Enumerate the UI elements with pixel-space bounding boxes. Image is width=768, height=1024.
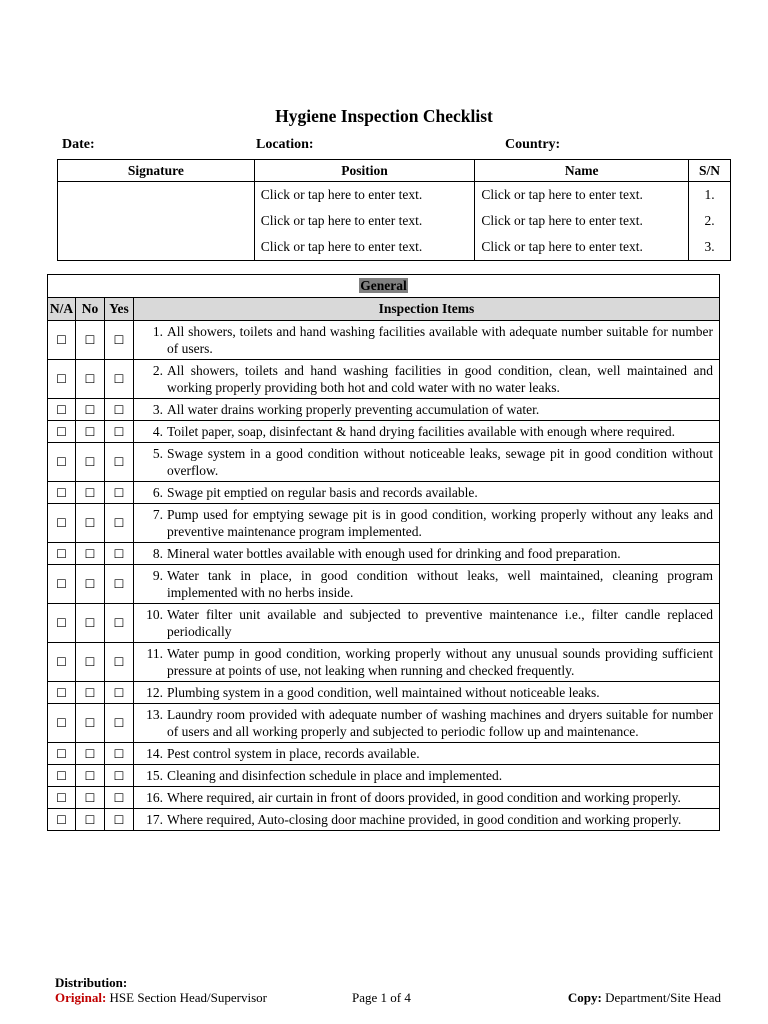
no-checkbox[interactable]: ☐ — [76, 443, 105, 482]
checklist-row — [48, 682, 720, 704]
inspection-item — [134, 543, 720, 565]
checklist-row — [48, 565, 720, 604]
item-number: 11. — [146, 646, 163, 661]
item-number: 9. — [152, 568, 163, 583]
yes-checkbox[interactable]: ☐ — [105, 421, 134, 443]
sn-header: S/N — [689, 160, 731, 182]
inspection-item — [134, 643, 720, 682]
signature-table — [57, 159, 731, 261]
inspection-item — [134, 682, 720, 704]
item-number: 14. — [146, 746, 163, 761]
na-checkbox[interactable]: ☐ — [48, 682, 76, 704]
no-checkbox[interactable]: ☐ — [76, 482, 105, 504]
sn-cell: 3. — [689, 234, 731, 261]
inspection-item — [134, 765, 720, 787]
item-number: 4. — [152, 424, 163, 439]
checklist-row — [48, 787, 720, 809]
item-number: 16. — [146, 790, 163, 805]
na-checkbox[interactable]: ☐ — [48, 421, 76, 443]
inspection-item — [134, 743, 720, 765]
na-checkbox[interactable]: ☐ — [48, 809, 76, 831]
item-number: 8. — [152, 546, 163, 561]
item-number: 17. — [146, 812, 163, 827]
inspection-item — [134, 421, 720, 443]
no-checkbox[interactable]: ☐ — [76, 360, 105, 399]
item-number: 2. — [152, 363, 163, 378]
page-number: Page 1 of 4 — [352, 990, 411, 1005]
na-checkbox[interactable]: ☐ — [48, 504, 76, 543]
no-checkbox[interactable]: ☐ — [76, 321, 105, 360]
item-text: All water drains working properly preventing accumulation of water. — [167, 402, 540, 417]
no-checkbox[interactable]: ☐ — [76, 787, 105, 809]
item-text: Water pump in good condition, working properly without any unusual sounds providing sufficient pressure at points of use, not leaking when running and checked frequently. — [167, 646, 713, 678]
inspection-items-header: Inspection Items — [134, 298, 720, 321]
inspection-item — [134, 399, 720, 421]
section-header — [48, 275, 720, 298]
na-checkbox[interactable]: ☐ — [48, 443, 76, 482]
item-text: Mineral water bottles available with enough used for drinking and food preparation. — [167, 546, 621, 561]
yes-checkbox[interactable]: ☐ — [105, 765, 134, 787]
no-column-header: No — [76, 298, 105, 321]
checklist-row — [48, 321, 720, 360]
date-label: Date: — [62, 137, 95, 152]
yes-checkbox[interactable]: ☐ — [105, 704, 134, 743]
original-label: Original: — [55, 990, 107, 1005]
checklist-row — [48, 421, 720, 443]
na-checkbox[interactable]: ☐ — [48, 321, 76, 360]
item-number: 12. — [146, 685, 163, 700]
item-text: All showers, toilets and hand washing facilities available with adequate number suitable for number of users. — [167, 324, 713, 356]
inspection-item — [134, 360, 720, 399]
item-text: Toilet paper, soap, disinfectant & hand drying facilities available with enough where required. — [167, 424, 675, 439]
copy-label: Copy: — [567, 990, 602, 1005]
item-text: Water filter unit available and subjected to preventive maintenance i.e., filter candle replaced periodically — [167, 607, 713, 639]
yes-checkbox[interactable]: ☐ — [105, 682, 134, 704]
position-field[interactable]: Click or tap here to enter text. — [254, 182, 475, 209]
inspection-item — [134, 443, 720, 482]
yes-checkbox[interactable]: ☐ — [105, 543, 134, 565]
checklist-row — [48, 643, 720, 682]
name-field[interactable]: Click or tap here to enter text. — [475, 234, 689, 261]
yes-checkbox[interactable]: ☐ — [105, 321, 134, 360]
no-checkbox[interactable]: ☐ — [76, 565, 105, 604]
inspection-item — [134, 321, 720, 360]
no-checkbox[interactable]: ☐ — [76, 504, 105, 543]
inspection-item — [134, 787, 720, 809]
na-checkbox[interactable]: ☐ — [48, 565, 76, 604]
yes-checkbox[interactable]: ☐ — [105, 443, 134, 482]
checklist-body — [48, 321, 720, 831]
na-checkbox[interactable]: ☐ — [48, 399, 76, 421]
item-text: Pest control system in place, records available. — [167, 746, 420, 761]
item-number: 3. — [152, 402, 163, 417]
inspection-item — [134, 565, 720, 604]
sn-cell: 1. — [689, 182, 731, 209]
original-value: HSE Section Head/Supervisor — [109, 990, 267, 1005]
yes-checkbox[interactable]: ☐ — [105, 743, 134, 765]
inspection-item — [134, 604, 720, 643]
item-text: Water tank in place, in good condition without leaks, well maintained, cleaning program implemented with no herbs inside. — [167, 568, 713, 600]
name-header: Name — [475, 160, 689, 182]
na-checkbox[interactable]: ☐ — [48, 704, 76, 743]
checklist-row — [48, 504, 720, 543]
item-text: All showers, toilets and hand washing facilities in good condition, clean, well maintained and working properly providing both hot and cold water with no water leaks. — [167, 363, 713, 395]
yes-checkbox[interactable]: ☐ — [105, 565, 134, 604]
checklist-row — [48, 704, 720, 743]
no-checkbox[interactable]: ☐ — [76, 421, 105, 443]
no-checkbox[interactable]: ☐ — [76, 399, 105, 421]
na-checkbox[interactable]: ☐ — [48, 743, 76, 765]
sn-cell: 2. — [689, 208, 731, 234]
inspection-item — [134, 809, 720, 831]
item-text: Pump used for emptying sewage pit is in good condition, working properly without any leaks and preventive maintenance program implemented. — [167, 507, 713, 539]
page-title: Hygiene Inspection Checklist — [275, 106, 493, 126]
inspection-item — [134, 482, 720, 504]
na-checkbox[interactable]: ☐ — [48, 643, 76, 682]
position-field[interactable]: Click or tap here to enter text. — [254, 208, 475, 234]
item-number: 1. — [152, 324, 163, 339]
checklist-row — [48, 360, 720, 399]
checklist-row — [48, 399, 720, 421]
na-checkbox[interactable]: ☐ — [48, 360, 76, 399]
no-checkbox[interactable]: ☐ — [76, 704, 105, 743]
name-field[interactable]: Click or tap here to enter text. — [475, 182, 689, 209]
copy-value: Department/Site Head — [605, 990, 721, 1005]
copy-line — [568, 990, 721, 1006]
inspection-item — [134, 504, 720, 543]
position-header: Position — [254, 160, 475, 182]
item-text: Cleaning and disinfection schedule in place and implemented. — [167, 768, 503, 783]
yes-checkbox[interactable]: ☐ — [105, 504, 134, 543]
original-line — [55, 990, 267, 1006]
checklist-row — [48, 743, 720, 765]
na-column-header: N/A — [48, 298, 76, 321]
yes-checkbox[interactable]: ☐ — [105, 809, 134, 831]
checklist-row — [48, 443, 720, 482]
checklist-row — [48, 809, 720, 831]
no-checkbox[interactable]: ☐ — [76, 809, 105, 831]
signature-header: Signature — [58, 160, 255, 182]
yes-checkbox[interactable]: ☐ — [105, 482, 134, 504]
distribution-label: Distribution: — [55, 975, 128, 990]
no-checkbox[interactable]: ☐ — [76, 543, 105, 565]
no-checkbox[interactable]: ☐ — [76, 604, 105, 643]
item-text: Plumbing system in a good condition, well maintained without noticeable leaks. — [167, 685, 600, 700]
location-label: Location: — [256, 137, 314, 152]
yes-checkbox[interactable]: ☐ — [105, 787, 134, 809]
item-number: 5. — [152, 446, 163, 461]
inspection-item — [134, 704, 720, 743]
item-text: Swage system in a good condition without noticeable leaks, sewage pit in good condition without overflow. — [167, 446, 713, 478]
item-number: 15. — [146, 768, 163, 783]
item-text: Laundry room provided with adequate number of washing machines and dryers suitable for number of users and all working properly and subjected to periodic follow up and maintenance. — [167, 707, 713, 739]
yes-checkbox[interactable]: ☐ — [105, 360, 134, 399]
no-checkbox[interactable]: ☐ — [76, 743, 105, 765]
position-field[interactable]: Click or tap here to enter text. — [254, 234, 475, 261]
yes-checkbox[interactable]: ☐ — [105, 643, 134, 682]
na-checkbox[interactable]: ☐ — [48, 765, 76, 787]
na-checkbox[interactable]: ☐ — [48, 787, 76, 809]
no-checkbox[interactable]: ☐ — [76, 643, 105, 682]
no-checkbox[interactable]: ☐ — [76, 682, 105, 704]
item-number: 6. — [152, 485, 163, 500]
name-field[interactable]: Click or tap here to enter text. — [475, 208, 689, 234]
na-checkbox[interactable]: ☐ — [48, 604, 76, 643]
country-label: Country: — [505, 137, 561, 152]
section-title: General — [360, 278, 407, 293]
item-text: Swage pit emptied on regular basis and records available. — [167, 485, 478, 500]
item-number: 13. — [146, 707, 163, 722]
item-text: Where required, air curtain in front of doors provided, in good condition and working properly. — [167, 790, 681, 805]
checklist-row — [48, 604, 720, 643]
yes-checkbox[interactable]: ☐ — [105, 604, 134, 643]
yes-checkbox[interactable]: ☐ — [105, 399, 134, 421]
checklist-row — [48, 482, 720, 504]
no-checkbox[interactable]: ☐ — [76, 765, 105, 787]
item-text: Where required, Auto-closing door machine provided, in good condition and working properly. — [167, 812, 682, 827]
checklist-row — [48, 765, 720, 787]
item-number: 7. — [152, 507, 163, 522]
na-checkbox[interactable]: ☐ — [48, 543, 76, 565]
inspection-checklist-table — [47, 274, 720, 831]
yes-column-header: Yes — [105, 298, 134, 321]
item-number: 10. — [146, 607, 163, 622]
na-checkbox[interactable]: ☐ — [48, 482, 76, 504]
checklist-row — [48, 543, 720, 565]
signature-field[interactable] — [58, 182, 255, 261]
